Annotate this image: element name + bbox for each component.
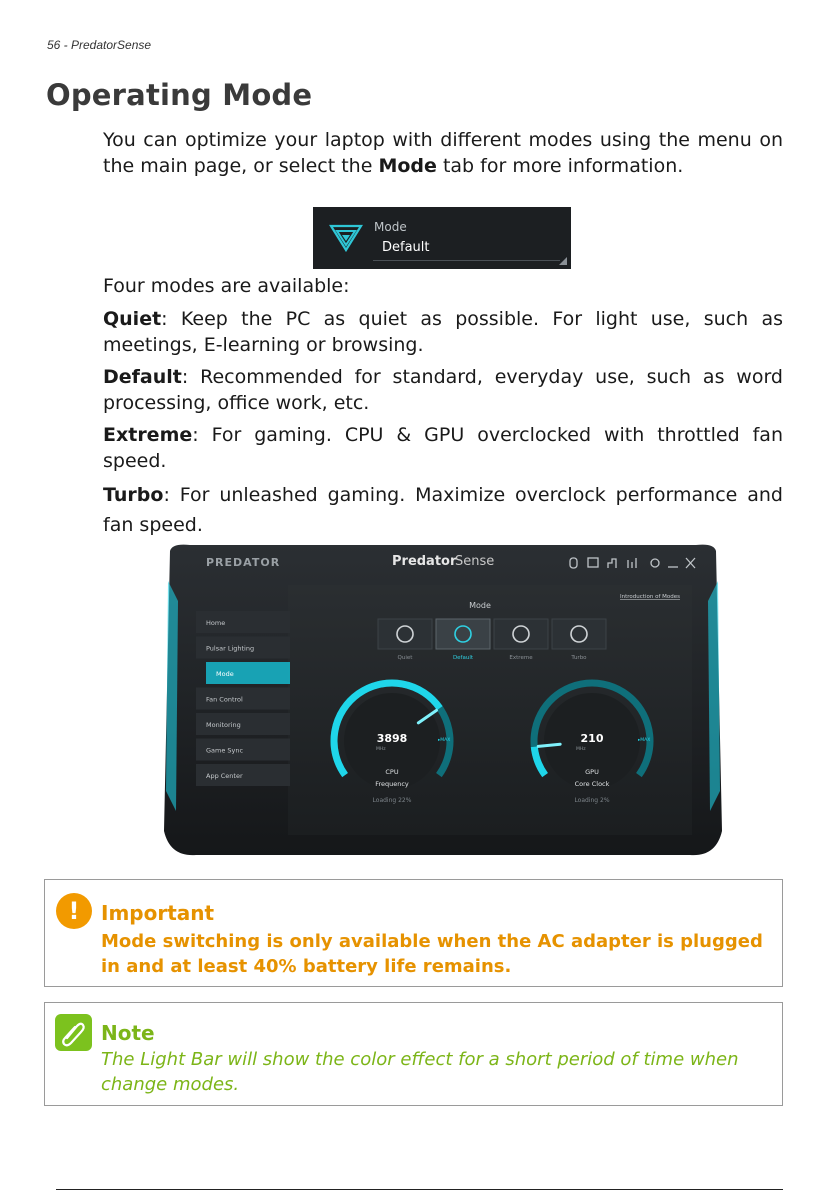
- gauge-unit: MHz: [376, 747, 386, 752]
- sidebar-item-label: App Center: [206, 772, 243, 780]
- left-edge-glow: [166, 581, 178, 811]
- mode-tab-label: Extreme: [509, 655, 533, 661]
- mode-tab-label: Turbo: [571, 655, 587, 661]
- sidebar-item-label: Home: [206, 619, 226, 627]
- mode-desc: : Recommended for standard, everyday use, such as word processing, office work, etc.: [103, 366, 783, 414]
- dropdown-corner-icon: [559, 257, 567, 265]
- app-title-light: Sense: [455, 554, 495, 569]
- mode-tab-bg: [552, 619, 606, 649]
- mode-tab-label: Default: [452, 655, 474, 661]
- mode-name: Extreme: [103, 424, 193, 446]
- note-callout: [44, 1002, 783, 1106]
- right-edge-glow: [708, 581, 720, 811]
- sidebar: [196, 611, 290, 786]
- exclamation-icon: !: [56, 893, 92, 929]
- mode-selector-label: Mode: [374, 220, 407, 234]
- mode-desc-turbo: [103, 480, 783, 540]
- mode-name: Default: [103, 366, 182, 388]
- app-section-title: Mode: [469, 601, 491, 610]
- gauge-loading: Loading 2%: [574, 797, 610, 804]
- mode-selector-screenshot: [313, 207, 571, 269]
- sidebar-item-fan-control[interactable]: [196, 688, 290, 710]
- sidebar-item-game-sync[interactable]: [196, 739, 290, 761]
- sidebar-item-label: Game Sync: [206, 746, 244, 755]
- four-modes-line: Four modes are available:: [103, 275, 350, 297]
- gauge-loading: Loading 22%: [372, 797, 412, 804]
- gauge-value: 3898: [376, 732, 408, 745]
- note-heading: Note: [101, 1021, 155, 1045]
- gauge-max-label: ▸MAX: [638, 738, 651, 743]
- important-heading: Important: [101, 901, 215, 925]
- note-body: The Light Bar will show the color effect for a short period of time when change modes.: [101, 1049, 739, 1095]
- mode-desc-quiet: [103, 306, 783, 358]
- mode-desc: : For unleashed gaming. Maximize overclock performance and fan speed.: [103, 484, 783, 536]
- mode-selector-value: Default: [382, 240, 430, 255]
- sidebar-item-mode[interactable]: [206, 662, 290, 684]
- mode-desc-default: [103, 364, 783, 416]
- intro-bold-mode: Mode: [378, 155, 437, 177]
- gauge-label-2: Core Clock: [574, 780, 610, 788]
- sidebar-item-app-center[interactable]: [196, 764, 290, 786]
- sidebar-item-monitoring[interactable]: [196, 713, 290, 735]
- gauge-label-1: GPU: [585, 768, 599, 776]
- sidebar-item-label: Mode: [216, 670, 234, 678]
- mode-name: Turbo: [103, 484, 164, 506]
- intro-modes-link[interactable]: Introduction of Modes: [620, 594, 680, 600]
- gauge-value: 210: [580, 732, 604, 745]
- mode-tab-bg: [494, 619, 548, 649]
- mode-desc-extreme: [103, 422, 783, 474]
- page-title: Operating Mode: [46, 78, 313, 112]
- mode-selector-underline: [373, 260, 560, 261]
- important-body: Mode switching is only available when the AC adapter is plugged in and at least 40% battery life remains.: [101, 931, 763, 977]
- mode-tab-bg: [436, 619, 490, 649]
- mode-tab-bg: [378, 619, 432, 649]
- important-callout: [44, 879, 783, 987]
- mode-desc: : Keep the PC as quiet as possible. For light use, such as meetings, E-learning or browsing.: [103, 308, 783, 356]
- sidebar-item-home[interactable]: [196, 611, 290, 633]
- gauge-label-1: CPU: [385, 768, 399, 776]
- intro-text-after: tab for more information.: [436, 155, 684, 177]
- sidebar-item-label: Fan Control: [206, 695, 243, 704]
- page-header: 56 - PredatorSense: [47, 38, 152, 52]
- sidebar-item-label: Pulsar Lighting: [206, 644, 255, 653]
- gauge-unit: MHz: [576, 747, 586, 752]
- app-title-bold: Predator: [392, 554, 457, 569]
- mode-tab-label: Quiet: [397, 655, 413, 661]
- sidebar-item-label: Monitoring: [206, 721, 241, 729]
- paperclip-icon: [55, 1014, 92, 1051]
- sidebar-item-pulsar-lighting[interactable]: [196, 637, 290, 659]
- predator-logo-icon: [329, 220, 363, 254]
- intro-paragraph: [103, 127, 783, 179]
- mode-desc: : For gaming. CPU & GPU overclocked with throttled fan speed.: [103, 424, 783, 472]
- gauge-max-label: ▸MAX: [438, 738, 451, 743]
- mode-name: Quiet: [103, 308, 162, 330]
- app-logo: PREDATOR: [206, 556, 281, 569]
- footer-rule: [56, 1189, 783, 1190]
- predatorsense-app-screenshot: [160, 541, 726, 861]
- gauge-label-2: Frequency: [375, 780, 409, 788]
- intro-text-before: You can optimize your laptop with different modes using the menu on the main page, or select the: [103, 129, 783, 177]
